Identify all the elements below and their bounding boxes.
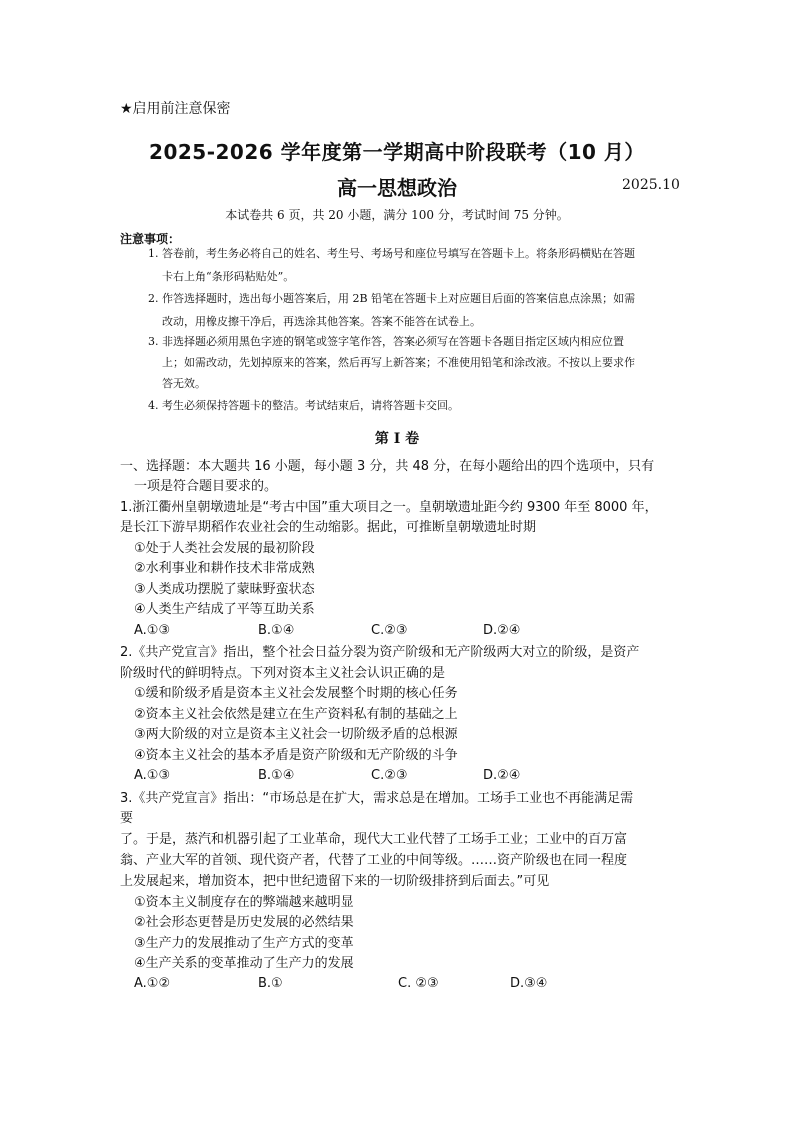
question-stem: 要 [120,811,134,826]
option-d: D.③④ [510,976,548,991]
statement-item: ②资本主义社会依然是建立在生产资料私有制的基础之上 [134,707,458,722]
option-a: A.①② [134,976,171,991]
question-stem: 2.《共产党宣言》指出，整个社会日益分裂为资产阶级和无产阶级两大对立的阶级，是资产 [120,645,640,660]
note-line: 上；如需改动，先划掉原来的答案，然后再写上新答案；不准使用铅笔和涂改液。不按以上要求作 [162,356,635,369]
note-line: 考生必须保持答题卡的整洁。考试结束后，请将答题卡交回。 [162,399,459,412]
note-line: 改动，用橡皮擦干净后，再选涂其他答案。答案不能答在试卷上。 [162,315,481,328]
answer-options [0,623,794,643]
subject-title: 高一思想政治 [337,176,457,200]
statement-item: ④资本主义社会的基本矛盾是资产阶级和无产阶级的斗争 [134,748,458,763]
note-number: 3. [148,335,159,348]
statement-item: ①缓和阶级矛盾是资本主义社会发展整个时期的核心任务 [134,686,458,701]
statement-item: ③人类成功摆脱了蒙昧野蛮状态 [134,582,315,597]
question-stem: 是长江下游早期稻作农业社会的生动缩影。据此，可推断皇朝墩遗址时期 [120,520,537,535]
question-stem: 1.浙江衢州皇朝墩遗址是“考古中国”重大项目之一。皇朝墩遗址距今约 9300 年至 8000 年， [120,500,658,515]
note-line: 卡右上角“条形码粘贴处”。 [162,270,295,283]
note-number: 2. [148,292,159,305]
option-b: B.①④ [258,768,295,783]
exam-info: 本试卷共 6 页，共 20 小题，满分 100 分，考试时间 75 分钟。 [225,208,569,222]
question-stem: 阶级时代的鲜明特点。下列对资本主义社会认识正确的是 [120,666,446,681]
part-title: 第 I 卷 [374,431,420,447]
option-b: B.①④ [258,623,295,638]
note-line: 答无效。 [162,377,206,390]
statement-item: ③两大阶级的对立是资本主义社会一切阶级矛盾的总根源 [134,727,458,742]
exam-date: 2025.10 [622,177,680,193]
option-a: A.①③ [134,768,171,783]
question-stem: 3.《共产党宣言》指出：“市场总是在扩大，需求总是在增加。工场手工业也不再能满足需 [120,791,634,806]
option-b: B.① [258,976,283,991]
note-number: 4. [148,399,159,412]
statement-item: ③生产力的发展推动了生产方式的变革 [134,936,354,951]
option-c: C.②③ [371,768,408,783]
answer-options [0,976,794,996]
notes-title: 注意事项： [120,232,181,246]
confidential-notice: ★启用前注意保密 [120,101,231,117]
statement-item: ④人类生产结成了平等互助关系 [134,602,315,617]
answer-options [0,768,794,788]
note-line: 非选择题必须用黑色字迹的钢笔或签字笔作答，答案必须写在答题卡各题目指定区域内相应位置 [162,335,624,348]
question-stem: 了。于是，蒸汽和机器引起了工业革命，现代大工业代替了工场手工业；工业中的百万富 [120,832,628,847]
option-a: A.①③ [134,623,171,638]
option-c: C.②③ [371,623,408,638]
statement-item: ②社会形态更替是历史发展的必然结果 [134,915,354,930]
exam-title: 2025-2026 学年度第一学期高中阶段联考（10 月） [149,140,645,164]
question-stem: 翁、产业大军的首领、现代资产者，代替了工业的中间等级。……资产阶级也在同一程度 [120,853,628,868]
question-stem: 上发展起来，增加资本，把中世纪遗留下来的一切阶级排挤到后面去。”可见 [120,874,550,889]
option-d: D.②④ [483,768,521,783]
note-line: 答卷前，考生务必将自己的姓名、考生号、考场号和座位号填写在答题卡上。将条形码横贴在答题 [162,247,635,260]
statement-item: ①资本主义制度存在的弊端越来越明显 [134,895,354,910]
section-heading-cont: 一项是符合题目要求的。 [134,479,278,494]
statement-item: ①处于人类社会发展的最初阶段 [134,541,315,556]
note-line: 作答选择题时，选出每小题答案后，用 2B 铅笔在答题卡上对应题目后面的答案信息点涂黑；如需 [162,292,636,305]
statement-item: ④生产关系的变革推动了生产力的发展 [134,956,354,971]
section-heading: 一、选择题：本大题共 16 小题，每小题 3 分，共 48 分，在每小题给出的四个选项中，只有 [120,459,655,474]
note-number: 1. [148,247,159,260]
option-c: C. ②③ [398,976,439,991]
option-d: D.②④ [483,623,521,638]
statement-item: ②水利事业和耕作技术非常成熟 [134,561,315,576]
